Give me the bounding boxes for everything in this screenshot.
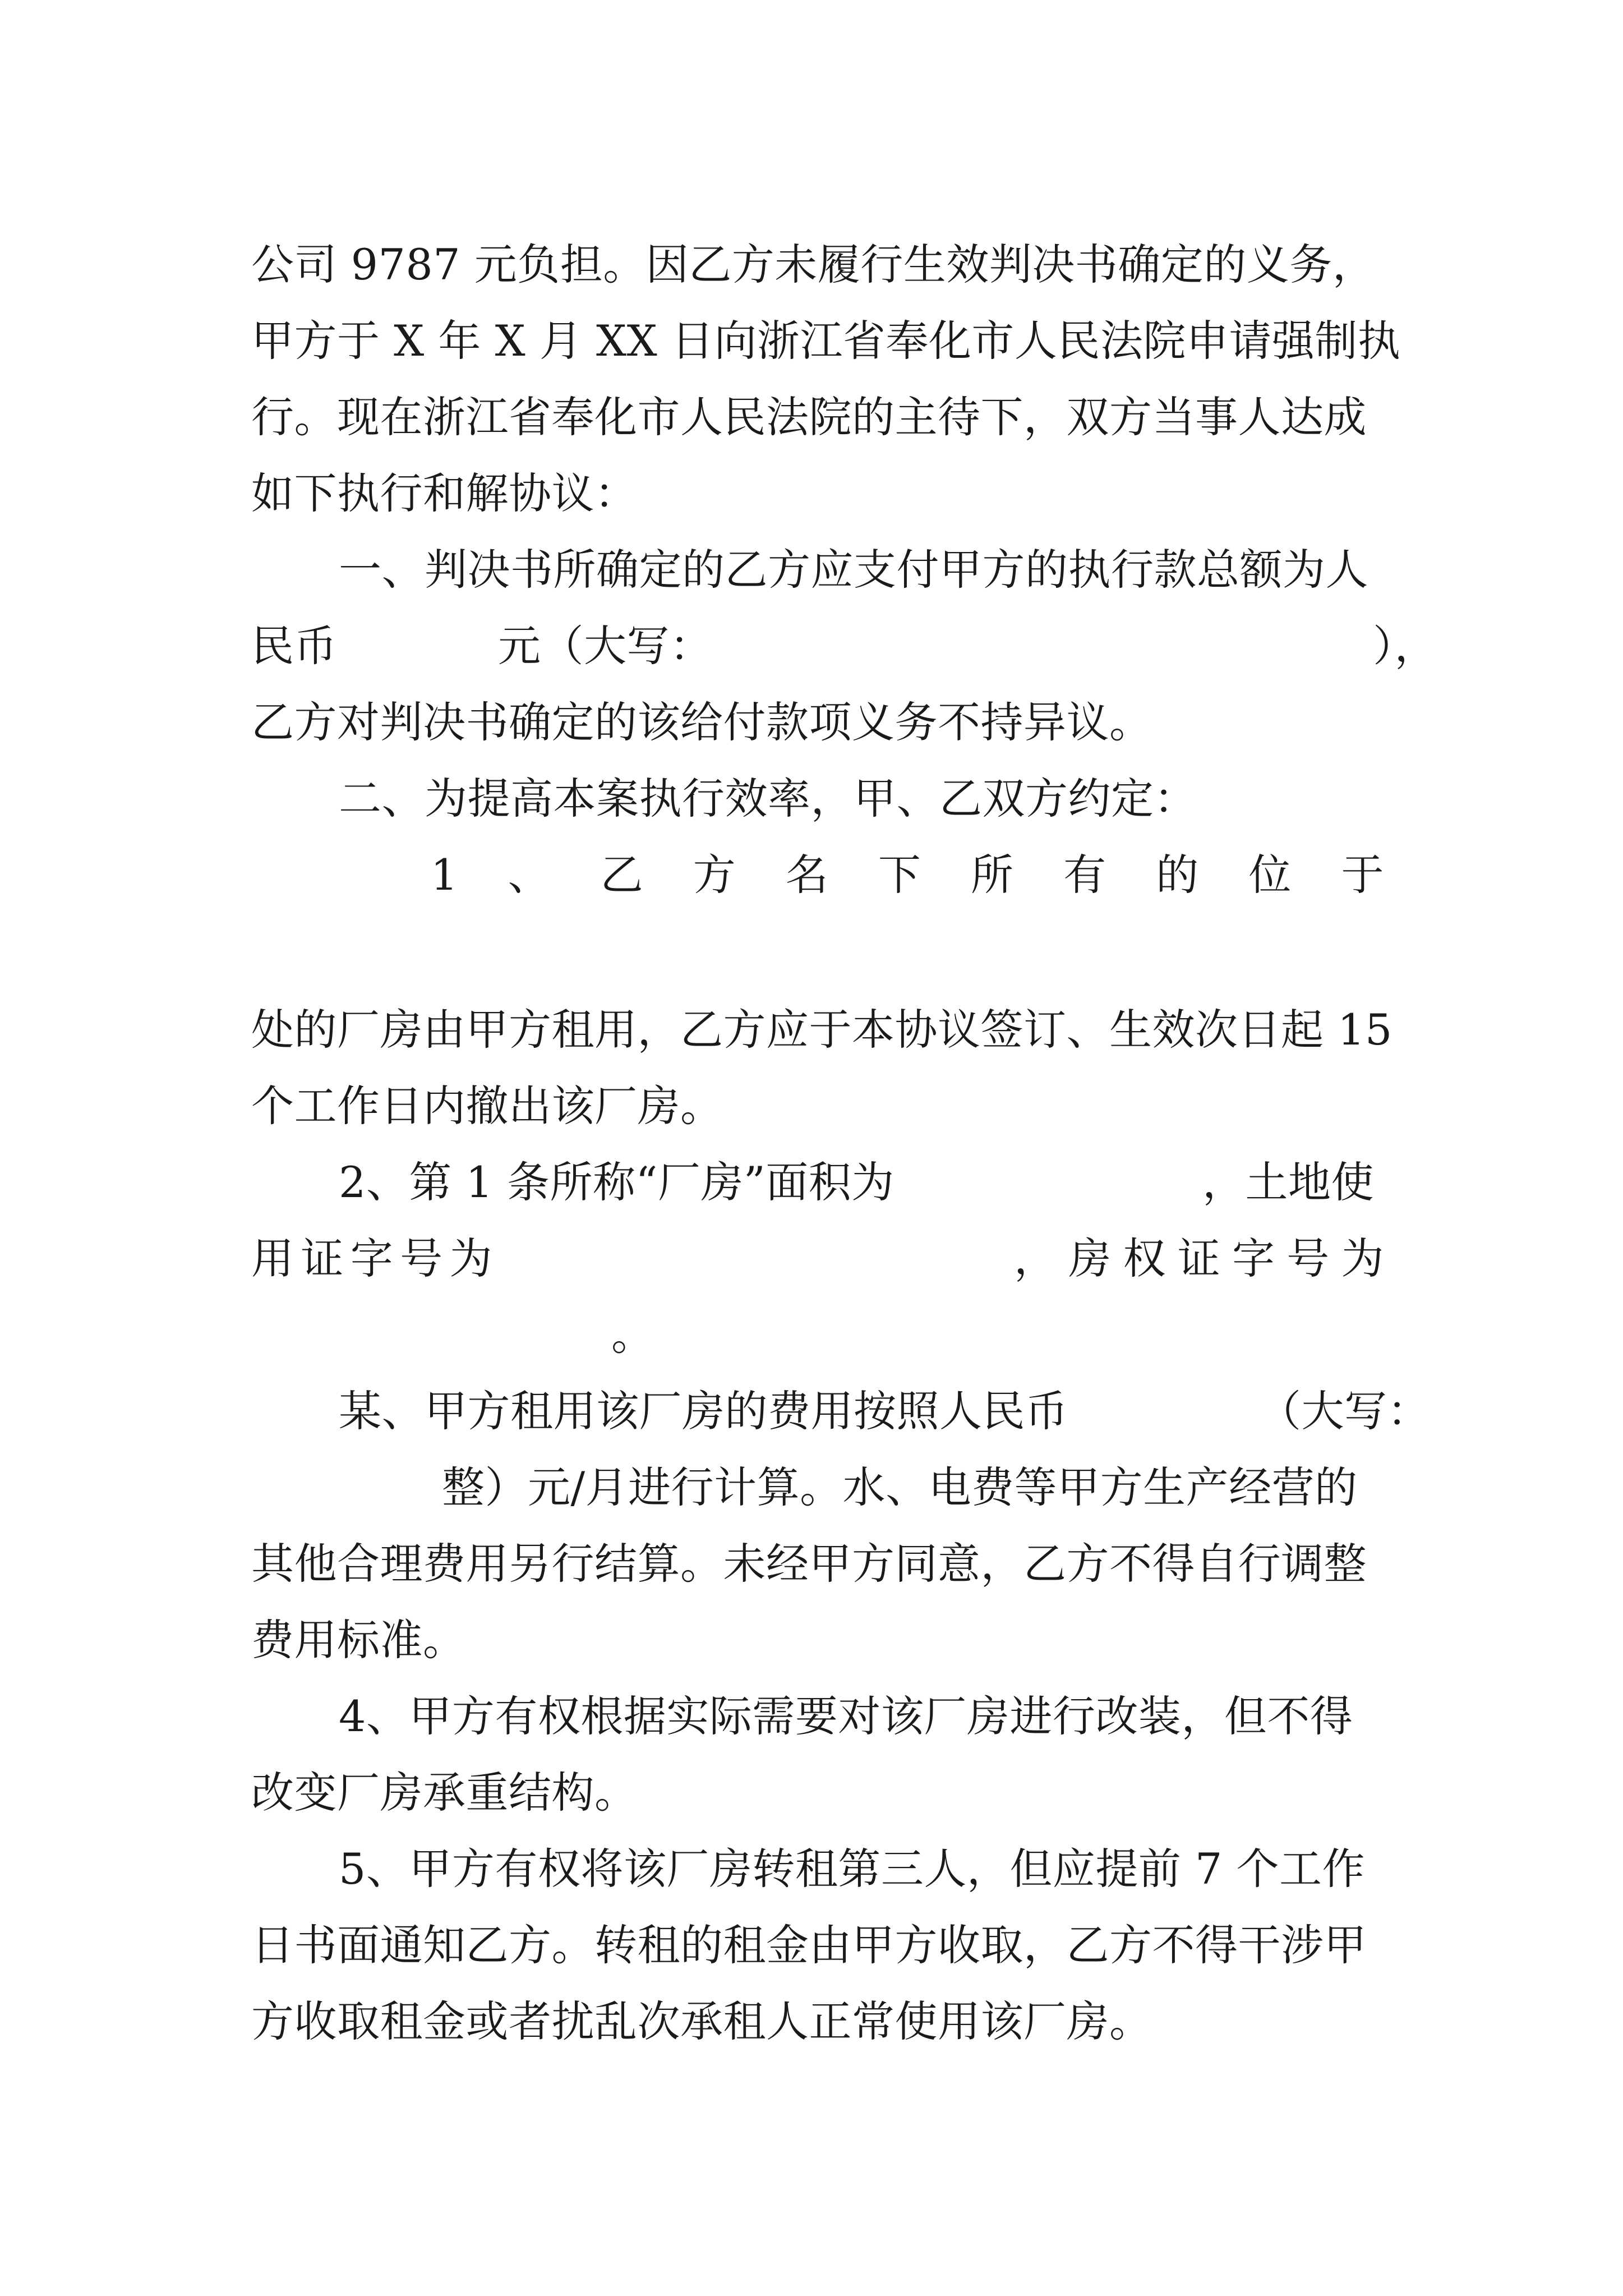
- char: 所: [971, 850, 1014, 900]
- char: 为: [1341, 1234, 1384, 1283]
- char: 方: [693, 850, 736, 900]
- text-line-3: 行。现在浙江省奉化市人民法院的主待下，双方当事人达成: [251, 392, 1367, 442]
- clause-2-item-3-line-1: [339, 1378, 1430, 1445]
- char: 位: [1248, 850, 1292, 900]
- char: ，: [1014, 1234, 1057, 1283]
- clause-2-item-5-line-1: 5、甲方有权将该厂房转租第三人，但应提前 7 个工作: [339, 1844, 1366, 1894]
- text-line-2: 甲方于 X 年 X 月 XX 日向浙江省奉化市人民法院申请强制执: [251, 316, 1401, 366]
- clause-2-item-4-line-1: 4、甲方有权根据实际需要对该厂房进行改装，但不得: [339, 1691, 1353, 1741]
- clause-2-heading: 二、为提高本案执行效率，甲、乙双方约定：: [339, 774, 1197, 823]
- clause-2-item-3-line-3: 其他合理费用另行结算。未经甲方同意，乙方不得自行调整: [251, 1539, 1367, 1589]
- char: 1: [431, 850, 458, 900]
- char: 下: [878, 850, 921, 900]
- clause-2-item-2-line-2: [251, 1225, 1384, 1292]
- char: 于: [1341, 850, 1384, 900]
- land-use-label: ，土地使: [1202, 1157, 1374, 1207]
- clause-2-item-4-line-2: 改变厂房承重结构。: [251, 1768, 638, 1818]
- clause-2-item-5-line-3: 方收取租金或者扰乱次承租人正常使用该厂房。: [251, 1996, 1152, 2046]
- area-label: 2、第 1 条所称“厂房”面积为: [339, 1157, 895, 1207]
- char: 权: [1123, 1234, 1166, 1283]
- currency-label: 民币: [251, 621, 337, 671]
- clause-2-item-1-line-1: [431, 841, 1384, 909]
- char: 字: [1232, 1234, 1275, 1283]
- clause-2-item-5-line-2: 日书面通知乙方。转租的租金由甲方收取，乙方不得干涉甲: [251, 1920, 1367, 1970]
- clause-2-item-1-line-3: 个工作日内撤出该厂房。: [251, 1081, 723, 1131]
- char: 名: [785, 850, 829, 900]
- char: 为: [449, 1234, 492, 1283]
- clause-2-item-2-line-3: 。: [611, 1310, 654, 1360]
- clause-1-line-3: 乙方对判决书确定的该给付款项义务不持异议。: [251, 697, 1152, 747]
- rent-in-words-label: （大写：: [1258, 1386, 1430, 1436]
- house-cert-label: [1014, 1225, 1384, 1292]
- land-cert-label: [251, 1225, 492, 1292]
- clause-1-line-2: [251, 613, 1437, 680]
- char: 字: [350, 1234, 394, 1283]
- clause-1-line-1: 一、判决书所确定的乙方应支付甲方的执行款总额为人: [339, 545, 1368, 595]
- char: 有: [1063, 850, 1106, 900]
- clause-2-item-1-line-2: 处的厂房由甲方租用，乙方应于本协议签订、生效次日起 15: [251, 1005, 1393, 1055]
- char: 用: [251, 1234, 294, 1283]
- amount-in-words-label: 元（大写：: [498, 621, 713, 671]
- char: 号: [400, 1234, 443, 1283]
- rent-label: 某、甲方租用该厂房的费用按照人民币: [339, 1386, 1068, 1436]
- char: 乙: [600, 850, 644, 900]
- char: 证: [301, 1234, 344, 1283]
- char: 房: [1068, 1234, 1112, 1283]
- text-line-1: 公司 9787 元负担。因乙方未履行生效判决书确定的义务，: [251, 240, 1376, 289]
- clause-2-item-3-line-4: 费用标准。: [251, 1615, 466, 1665]
- char: 证: [1177, 1234, 1221, 1283]
- text-line-4: 如下执行和解协议：: [251, 468, 638, 518]
- amount-close-paren: ），: [1373, 621, 1437, 671]
- char: 的: [1156, 850, 1199, 900]
- clause-2-item-2-line-1: [339, 1149, 1374, 1216]
- char: 号: [1287, 1234, 1330, 1283]
- clause-2-item-3-line-2: 整）元/月进行计算。水、电费等甲方生产经营的: [442, 1462, 1358, 1512]
- char: 、: [508, 850, 551, 900]
